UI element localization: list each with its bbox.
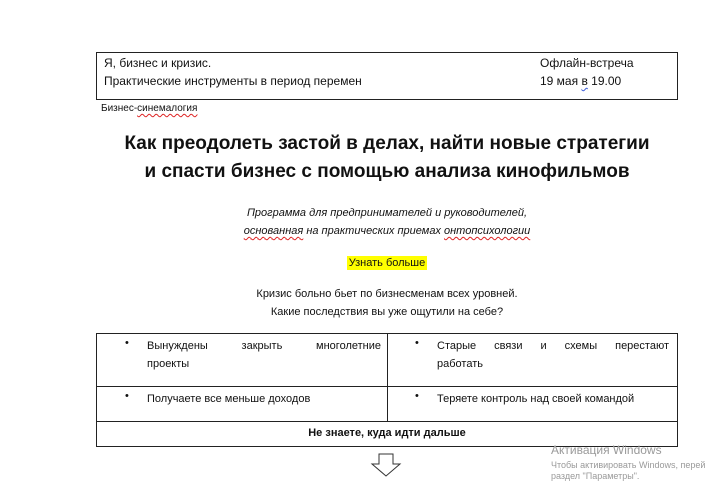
- table-divider-vertical: [387, 334, 388, 421]
- windows-activation-watermark: [551, 443, 705, 481]
- category-prefix: Бизнес-: [101, 103, 138, 114]
- table-footer-row: Не знаете, куда идти дальше: [308, 427, 466, 439]
- table-cell-3: Получаете все меньше доходов: [147, 393, 311, 405]
- cta-wrapper: [0, 253, 720, 271]
- table-cell-2-line-2: работать: [437, 358, 483, 370]
- bullet-icon: •: [415, 390, 419, 402]
- table-divider-row-2: [97, 421, 677, 422]
- watermark-title: Активация Windows: [551, 443, 662, 457]
- category-word: синемалогия: [137, 103, 198, 114]
- intro-line-1: Кризис больно бьет по бизнесменам всех уровней.: [256, 288, 518, 300]
- program-subtitle: [0, 204, 720, 240]
- date-prefix: 19 мая: [540, 74, 582, 88]
- header-event-date: [540, 74, 621, 88]
- subtitle-line-1: Программа для предпринимателей и руководителей,: [246, 207, 528, 219]
- page-title: [0, 130, 720, 186]
- consequences-table: [96, 333, 678, 447]
- subtitle-word-ontopsychology: онтопсихологии: [444, 225, 531, 237]
- bullet-icon: •: [125, 337, 129, 349]
- intro-line-2: Какие последствия вы уже ощутили на себе?: [270, 306, 504, 318]
- subtitle-line-2: [0, 222, 720, 240]
- event-header-box: [96, 52, 678, 100]
- date-time: 19.00: [587, 74, 622, 88]
- title-line-2: и спасти бизнес с помощью анализа кинофильмов: [144, 161, 630, 182]
- arrow-down-icon: [370, 453, 402, 477]
- header-event-subtitle: Практические инструменты в период перемен: [104, 74, 362, 88]
- subtitle-middle: на практических приемах: [303, 225, 444, 237]
- table-cell-1-line-1: Вынуждены закрыть многолетние: [147, 340, 381, 352]
- watermark-text-1: Чтобы активировать Windows, перей: [551, 460, 706, 470]
- bullet-icon: •: [125, 390, 129, 402]
- crisis-intro: [0, 285, 720, 321]
- table-cell-1-line-2: проекты: [147, 358, 190, 370]
- learn-more-link[interactable]: Узнать больше: [348, 257, 426, 269]
- table-cell-4: Теряете контроль над своей командой: [437, 393, 635, 405]
- date-preposition: в: [581, 74, 588, 88]
- table-cell-2-line-1: Старые связи и схемы перестают: [437, 340, 669, 352]
- watermark-text-2: раздел "Параметры".: [551, 471, 640, 481]
- subtitle-word-based: основанная: [243, 225, 304, 237]
- title-line-1: Как преодолеть застой в делах, найти новые стратегии: [124, 133, 650, 154]
- bullet-icon: •: [415, 337, 419, 349]
- table-divider-row-1: [97, 386, 677, 387]
- header-event-title: Я, бизнес и кризис.: [104, 56, 212, 70]
- category-label: [101, 103, 197, 114]
- header-event-format: Офлайн-встреча: [540, 56, 634, 70]
